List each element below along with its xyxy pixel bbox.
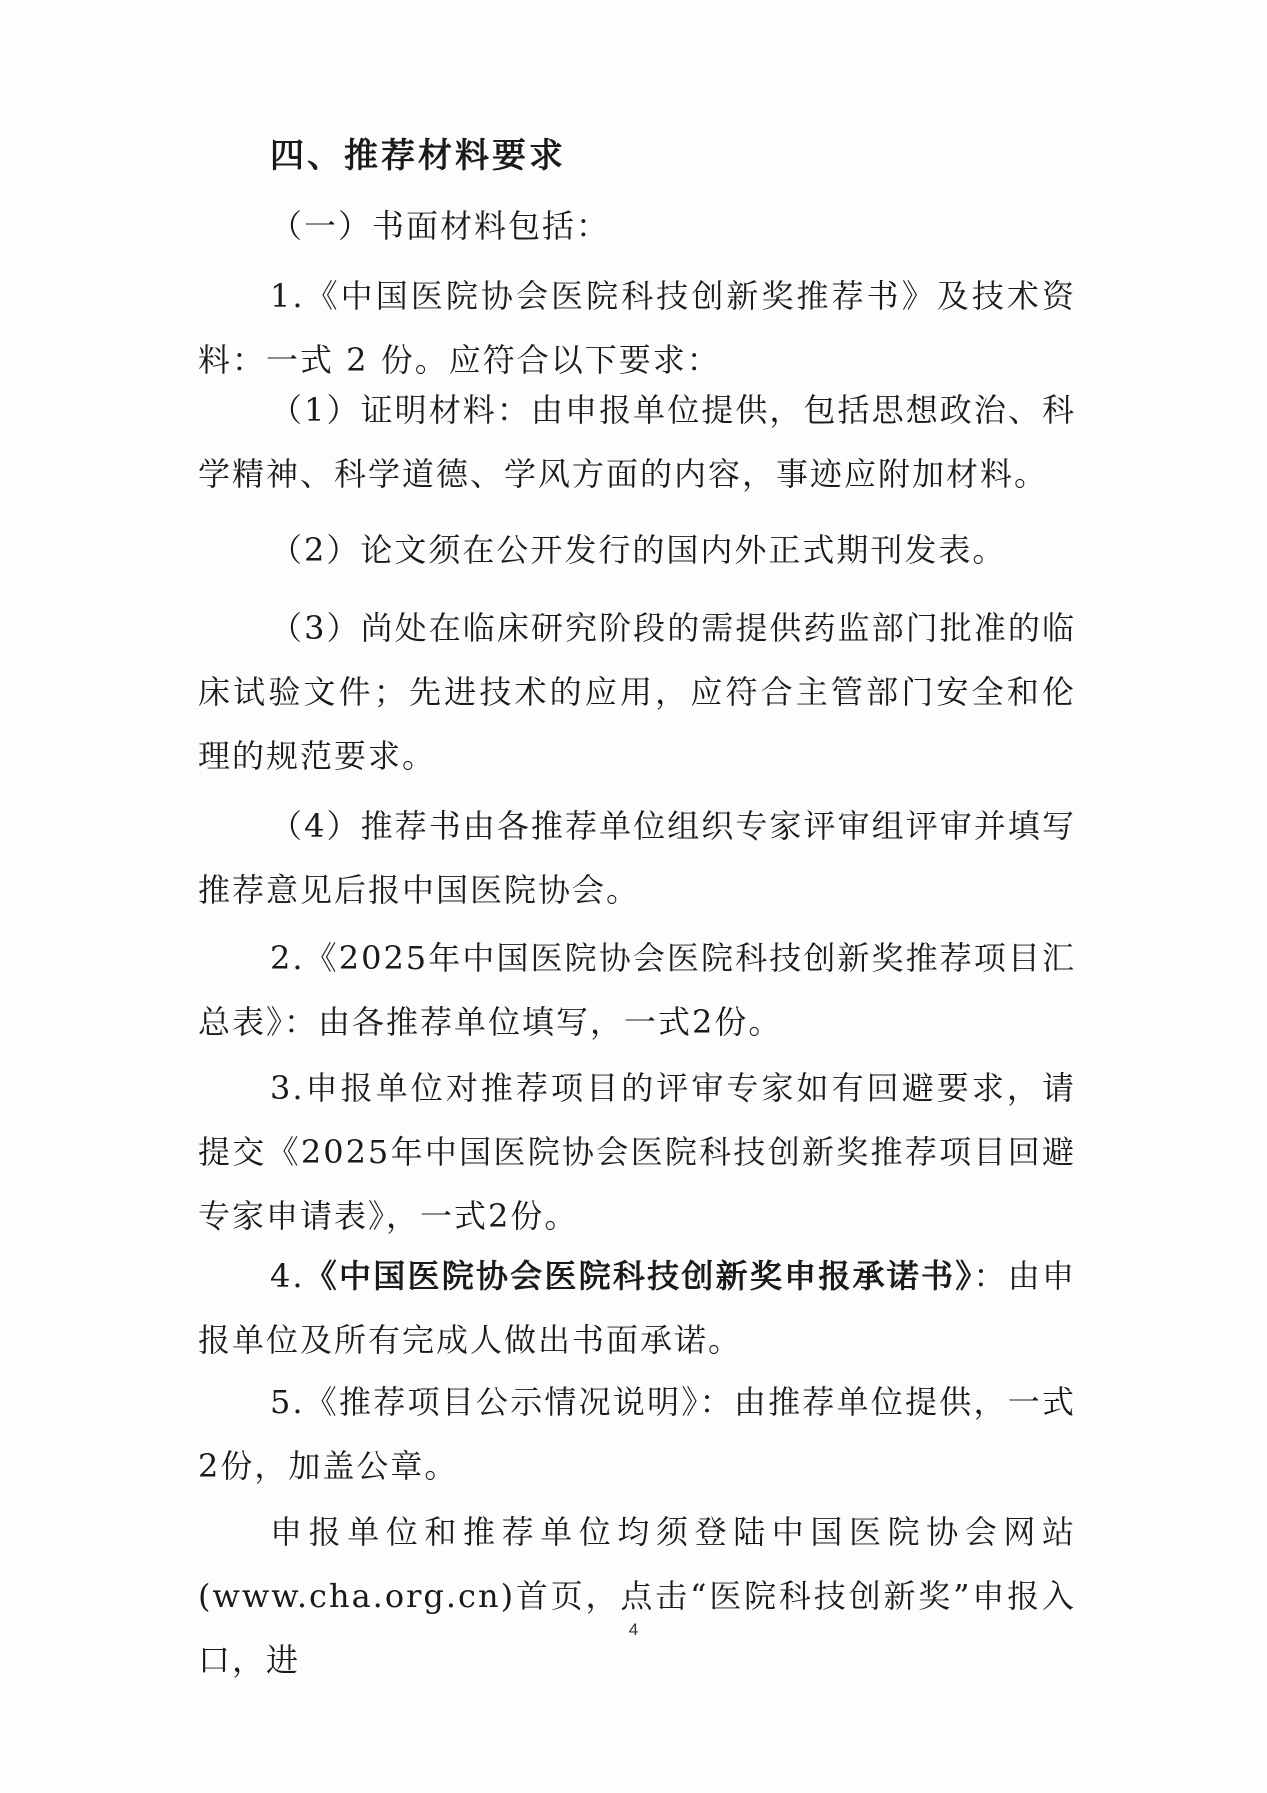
requirement-1-paragraph: （1）证明材料：由申报单位提供，包括思想政治、科学精神、科学道德、学风方面的内容，事迹应附加材料。 <box>198 391 1076 493</box>
requirement-4-paragraph: （4）推荐书由各推荐单位组织专家评审组评审并填写推荐意见后报中国医院协会。 <box>198 807 1076 909</box>
requirement-3-paragraph: （3）尚处在临床研究阶段的需提供药监部门批准的临床试验文件；先进技术的应用，应符合主管部门安全和伦理的规范要求。 <box>198 609 1076 775</box>
closing-paragraph: 申报单位和推荐单位均须登陆中国医院协会网站(www.cha.org.cn)首页，点击“医院科技创新奖”申报入口，进 <box>198 1513 1076 1679</box>
requirement-2-paragraph: （2）论文须在公开发行的国内外正式期刊发表。 <box>270 531 1007 569</box>
item-5-paragraph: 5.《推荐项目公示情况说明》：由推荐单位提供，一式2份，加盖公章。 <box>198 1383 1076 1485</box>
item-4-description: ：由申报单位及所有完成人做出书面承诺。 <box>198 1257 1076 1359</box>
item-1-paragraph: 1.《中国医院协会医院科技创新奖推荐书》及技术资料：一式 2 份。应符合以下要求： <box>198 277 1076 379</box>
item-4-number: 4. <box>270 1257 305 1295</box>
subsection-title: （一）书面材料包括： <box>270 207 611 245</box>
section-title: 四、推荐材料要求 <box>270 136 566 176</box>
item-3-paragraph: 3.申报单位对推荐项目的评审专家如有回避要求，请提交《2025年中国医院协会医院科技创新奖推荐项目回避专家申请表》，一式2份。 <box>198 1069 1076 1235</box>
page-number: 4 <box>628 1620 639 1639</box>
item-4-paragraph <box>198 1244 1076 1372</box>
item-2-paragraph: 2.《2025年中国医院协会医院科技创新奖推荐项目汇总表》：由各推荐单位填写，一式2份。 <box>198 939 1076 1041</box>
item-4-document-title: 《中国医院协会医院科技创新奖申报承诺书》 <box>304 1257 974 1295</box>
